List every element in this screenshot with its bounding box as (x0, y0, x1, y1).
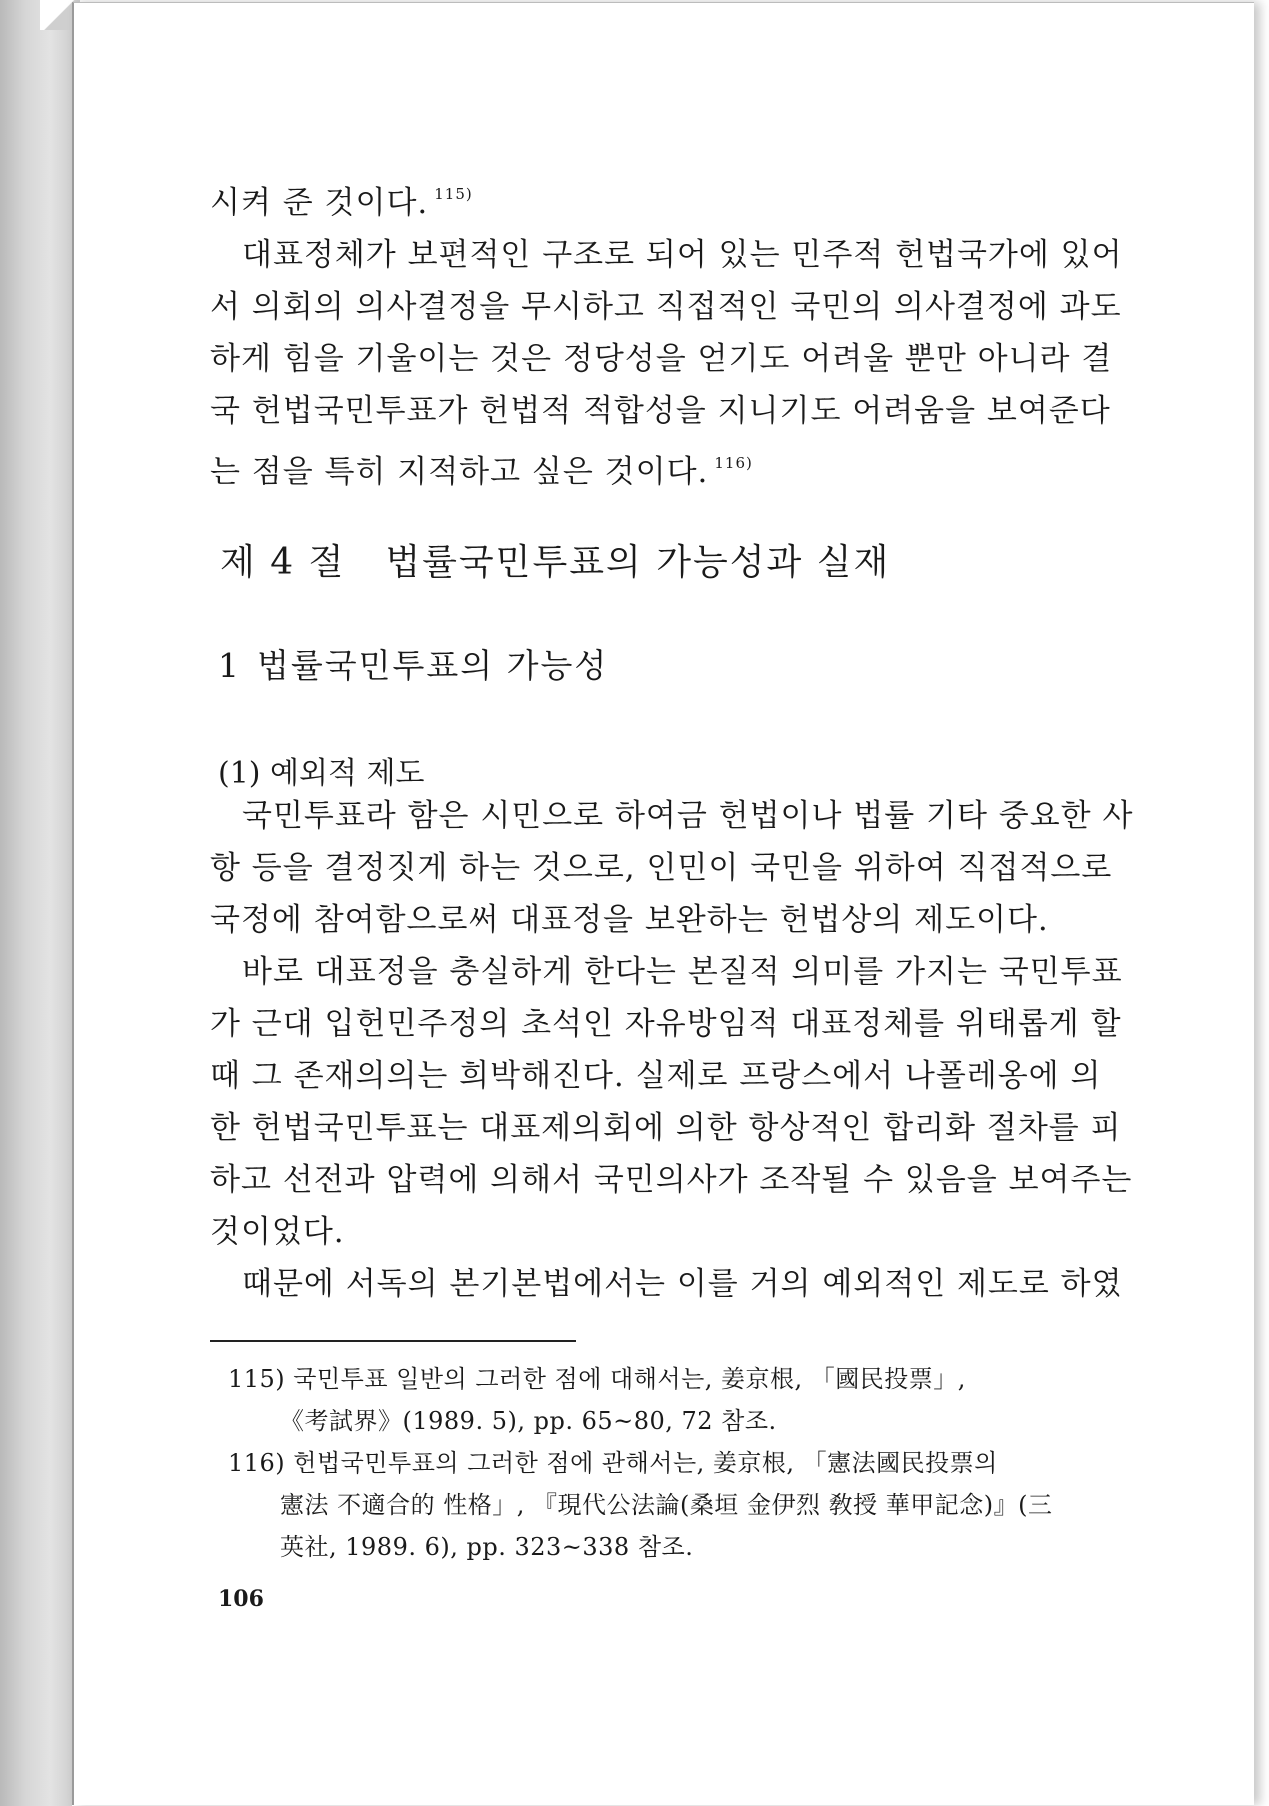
footnote-116 (228, 1442, 1148, 1568)
text-line: 것이었다. (210, 1214, 345, 1250)
footnote-divider (210, 1340, 576, 1342)
text-line: 때 그 존재의의는 희박해진다. 실제로 프랑스에서 나폴레옹에 의 (210, 1058, 1102, 1094)
footnote-line: 116) 헌법국민투표의 그러한 점에 관해서는, 姜京根, 「憲法國民投票의 (228, 1449, 998, 1477)
paragraph-top (210, 168, 1140, 498)
item-heading: (1) 예외적 제도 (218, 756, 425, 791)
page-number: 106 (218, 1586, 264, 1612)
text-line: 때문에 서독의 본기본법에서는 이를 거의 예외적인 제도로 하였 (210, 1266, 1123, 1302)
footnotes (228, 1358, 1148, 1568)
text-line: 국정에 참여함으로써 대표정을 보완하는 헌법상의 제도이다. (210, 902, 1049, 938)
text-line: 하게 힘을 기울이는 것은 정당성을 얻기도 어려울 뿐만 아니라 결 (210, 341, 1113, 377)
text-line: 국민투표라 함은 시민으로 하여금 헌법이나 법률 기타 중요한 사 (210, 798, 1134, 834)
footnote-line: 115) 국민투표 일반의 그러한 점에 대해서는, 姜京根, 「國民投票」, (228, 1365, 966, 1393)
text-line: 항 등을 결정짓게 하는 것으로, 인민이 국민을 위하여 직접적으로 (210, 850, 1113, 886)
sub-heading (218, 640, 608, 687)
section-heading (220, 534, 890, 585)
sub-heading-title: 법률국민투표의 가능성 (257, 646, 609, 685)
footnote-line: 《考試界》(1989. 5), pp. 65~80, 72 참조. (280, 1407, 777, 1435)
text-line: 바로 대표정을 충실하게 한다는 본질적 의미를 가지는 국민투표 (210, 954, 1123, 990)
footnote-ref[interactable]: 115) (434, 185, 473, 203)
section-title: 법률국민투표의 가능성과 실재 (385, 542, 891, 583)
text-line: 대표정체가 보편적인 구조로 되어 있는 민주적 헌법국가에 있어 (210, 237, 1123, 273)
book-spine (0, 0, 72, 1806)
paragraph-main (210, 790, 1140, 1310)
text-line: 가 근대 입헌민주정의 초석인 자유방임적 대표정체를 위태롭게 할 (210, 1006, 1122, 1042)
footnote-ref[interactable]: 116) (714, 454, 753, 472)
text-line: 는 점을 특히 지적하고 싶은 것이다. $^{116)}$ (210, 454, 753, 490)
section-number: 제 4 절 (220, 542, 346, 583)
text-line: 서 의회의 의사결정을 무시하고 직접적인 국민의 의사결정에 과도 (210, 289, 1122, 325)
footnote-line: 英社, 1989. 6), pp. 323~338 참조. (280, 1533, 694, 1561)
text-line: 시켜 준 것이다. $^{115)}$ (210, 185, 473, 221)
footnote-115 (228, 1358, 1148, 1442)
footnote-line: 憲法 不適合的 性格」, 『現代公法論(桑垣 金伊烈 敎授 華甲記念)』(三 (280, 1491, 1053, 1519)
text-line: 하고 선전과 압력에 의해서 국민의사가 조작될 수 있음을 보여주는 (210, 1162, 1133, 1198)
text-line: 국 헌법국민투표가 헌법적 적합성을 지니기도 어려움을 보여준다 (210, 393, 1111, 429)
sub-heading-number: 1 (218, 646, 241, 685)
text-line: 한 헌법국민투표는 대표제의회에 의한 항상적인 합리화 절차를 피 (210, 1110, 1122, 1146)
